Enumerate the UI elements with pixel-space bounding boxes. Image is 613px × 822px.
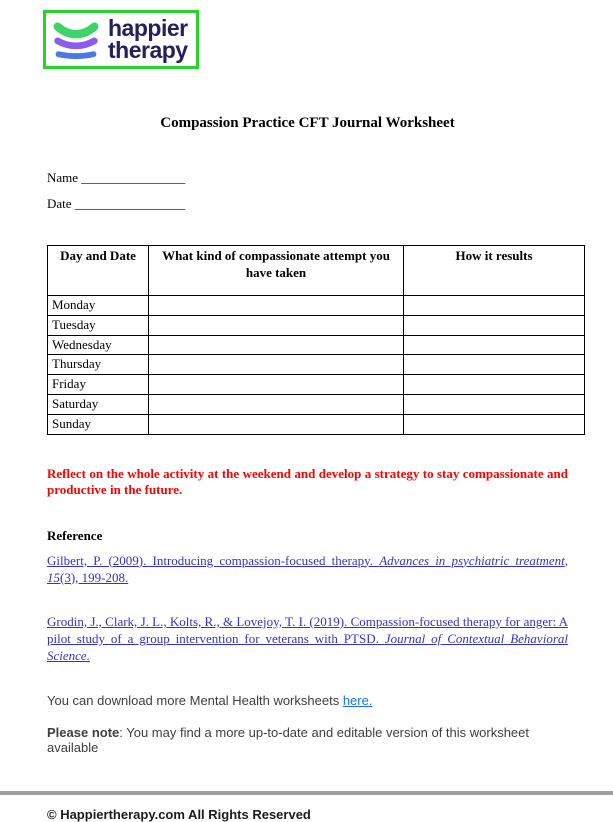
ref1-journal-italic: Advances in psychiatric treatment, 15 <box>47 552 568 585</box>
please-note-text: : You may find a more up-to-date and editable version of this worksheet available <box>47 725 530 756</box>
reference-link-gilbert[interactable] <box>47 552 568 586</box>
ref2-plain: Grodin, J., Clark, J. L., Kolts, R., & Lovejoy, T. I. (2019). Compassion-focused therapy for anger: A pilot study of a group intervention for veterans with PTSD. <box>47 613 568 646</box>
logo-curves-icon <box>51 18 101 62</box>
header-day-and-date: Day and Date <box>48 246 149 296</box>
table-row-monday <box>48 295 585 315</box>
ref1-plain: Gilbert, P. (2009). Introducing compassion-focused therapy. <box>47 552 380 568</box>
header-how-it-results: How it results <box>404 246 585 296</box>
attempt-entry-cell <box>149 395 404 415</box>
table-row-friday <box>48 375 585 395</box>
results-entry-cell <box>404 395 585 415</box>
name-label: Name <box>47 170 79 185</box>
attempt-entry-cell <box>149 335 404 355</box>
happier-therapy-logo <box>43 10 199 69</box>
results-entry-cell <box>404 335 585 355</box>
please-note-bold: Please note <box>47 725 120 741</box>
results-entry-cell <box>404 295 585 315</box>
table-row-saturday <box>48 395 585 415</box>
ref1-tail: (3), 199-208. <box>60 569 129 585</box>
results-entry-cell <box>404 355 585 375</box>
logo-word-happier: happier <box>108 15 188 42</box>
results-entry-cell <box>404 414 585 434</box>
day-cell: Saturday <box>48 395 149 415</box>
attempt-entry-cell <box>149 355 404 375</box>
name-field <box>47 170 568 186</box>
day-cell: Monday <box>48 295 149 315</box>
attempt-entry-cell <box>149 375 404 395</box>
date-label: Date <box>47 196 72 211</box>
download-text: You can download more Mental Health worksheets <box>47 693 343 709</box>
attempt-entry-cell <box>149 295 404 315</box>
attempt-entry-cell <box>149 414 404 434</box>
ref2-journal-italic: Journal of Contextual Behavioral Science. <box>47 630 568 664</box>
day-cell: Wednesday <box>48 335 149 355</box>
worksheet-title: Compassion Practice CFT Journal Worksheet <box>160 115 455 131</box>
results-entry-cell <box>404 375 585 395</box>
day-cell: Thursday <box>48 355 149 375</box>
logo-word-therapy: therapy <box>108 36 188 63</box>
table-row-sunday <box>48 414 585 434</box>
date-blank-line: _________________ <box>74 196 186 211</box>
table-row-thursday <box>48 355 585 375</box>
results-entry-cell <box>404 315 585 335</box>
day-cell: Tuesday <box>48 315 149 335</box>
journal-table <box>47 245 585 435</box>
please-note-line <box>47 725 568 755</box>
page-edge-divider <box>0 791 613 795</box>
table-row-tuesday <box>48 315 585 335</box>
logo-wordmark <box>108 15 188 63</box>
table-row-wednesday <box>48 335 585 355</box>
day-cell: Sunday <box>48 414 149 434</box>
download-more-line <box>47 693 568 708</box>
attempt-entry-cell <box>149 315 404 335</box>
download-here-link[interactable]: here. <box>342 693 373 709</box>
copyright-footer: © Happiertherapy.com All Rights Reserved <box>47 807 311 822</box>
table-header-row <box>48 246 585 296</box>
date-field <box>47 196 568 212</box>
weekend-reflection-note: Reflect on the whole activity at the weekend and develop a strategy to stay compassionate and productive in the future. <box>47 465 568 497</box>
day-cell: Friday <box>48 375 149 395</box>
reference-link-grodin[interactable] <box>47 613 568 664</box>
header-compassionate-attempt: What kind of compassionate attempt you have taken <box>149 246 404 296</box>
name-blank-line: ________________ <box>81 170 186 185</box>
reference-heading: Reference <box>47 527 103 543</box>
